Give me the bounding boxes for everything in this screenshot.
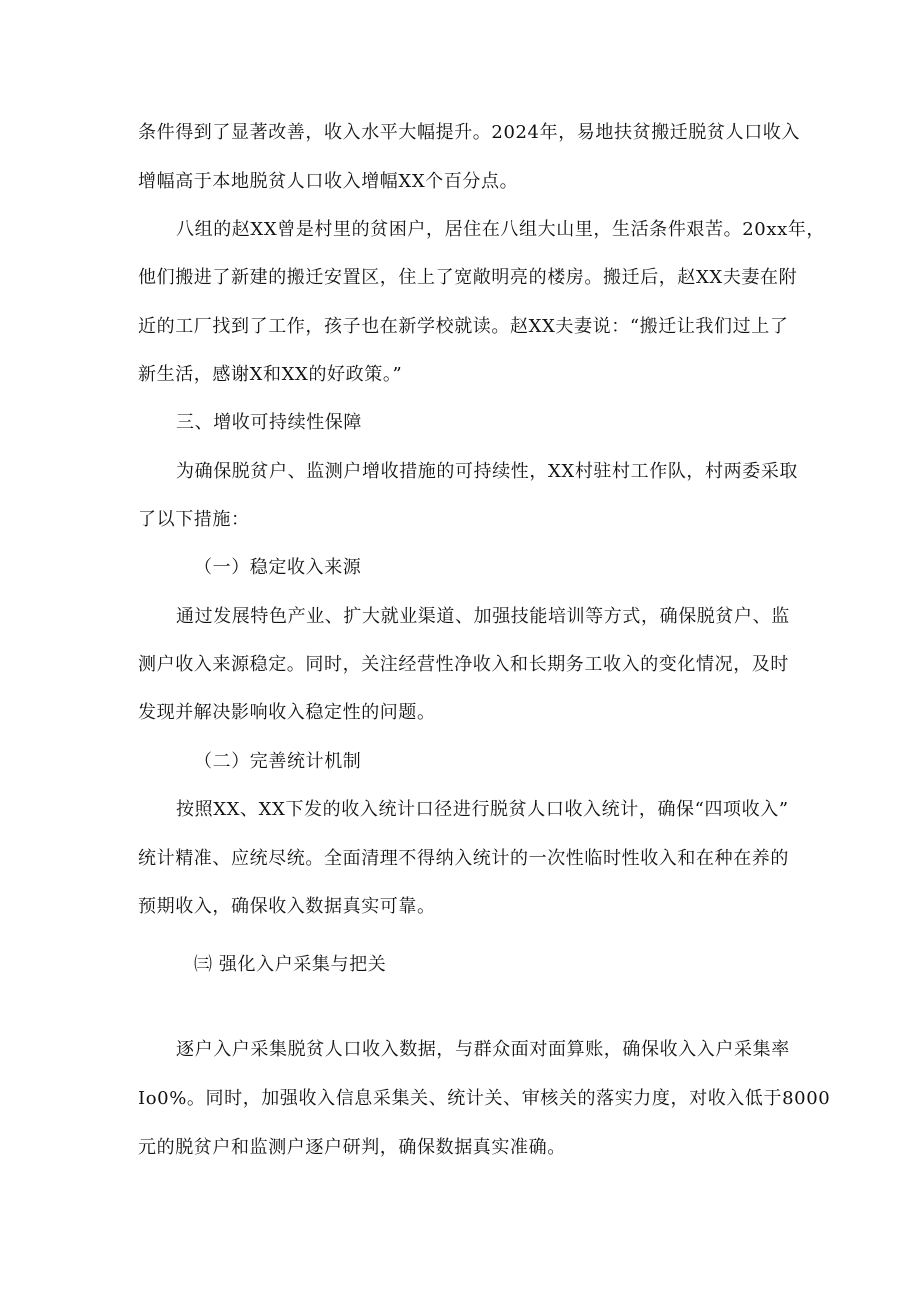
paragraph-line [176,798,789,822]
paragraph-line [176,460,799,484]
section-heading: 三、增收可持续性保障 [176,412,362,433]
subsection-heading: （一）稳定收入来源 [194,557,362,578]
paragraph-text: 逐户入户采集脱贫人口收入数据，与群众面对面算账，确保收入入户采集率 [176,1039,790,1060]
paragraph-line: 条件得到了显著改善，收入水平大幅提升。2024年，易地扶贫搬迁脱贫人口收入 [138,122,801,143]
paragraph-line: 他们搬进了新建的搬迁安置区，住上了宽敞明亮的楼房。搬迁后，赵XX夫妻在附 [138,267,798,288]
paragraph-line [176,605,790,629]
paragraph-text: 按照XX、XX下发的收入统计口径进行脱贫人口收入统计，确保“四项收入” [176,799,789,820]
paragraph-line: 统计精准、应统尽统。全面清理不得纳入统计的一次性临时性收入和在种在养的 [138,848,789,869]
paragraph-line: 发现并解决影响收入稳定性的问题。 [138,702,436,723]
paragraph-text: 八组的赵XX曾是村里的贫困户，居住在八组大山里，生活条件艰苦。20xx年， [176,219,826,240]
paragraph-line: 元的脱贫户和监测户逐户研判，确保数据真实准确。 [138,1137,566,1158]
paragraph-text: 通过发展特色产业、扩大就业渠道、加强技能培训等方式，确保脱贫户、监 [176,606,790,627]
paragraph-line: 近的工厂找到了工作，孩子也在新学校就读。赵XX夫妻说：“搬迁让我们过上了 [138,316,789,337]
paragraph-line: 预期收入，确保收入数据真实可靠。 [138,896,436,917]
paragraph-line: 测户收入来源稳定。同时，关注经营性净收入和长期务工收入的变化情况，及时 [138,654,789,675]
paragraph-line: 新生活，感谢X和XX的好政策。” [138,364,403,385]
paragraph-line: Io0%。同时，加强收入信息采集关、统计关、审核关的落实力度，对收入低于8000 [138,1088,831,1109]
subsection-heading: （二）完善统计机制 [194,751,362,772]
paragraph-line: 了以下措施： [138,509,250,530]
subsection-heading: ㈢ 强化入户采集与把关 [194,954,387,975]
paragraph-line [176,218,826,242]
paragraph-line: 增幅高于本地脱贫人口收入增幅XX个百分点。 [138,171,519,192]
paragraph-text: 为确保脱贫户、监测户增收措施的可持续性，XX村驻村工作队，村两委采取 [176,461,799,482]
paragraph-line [176,1038,790,1062]
